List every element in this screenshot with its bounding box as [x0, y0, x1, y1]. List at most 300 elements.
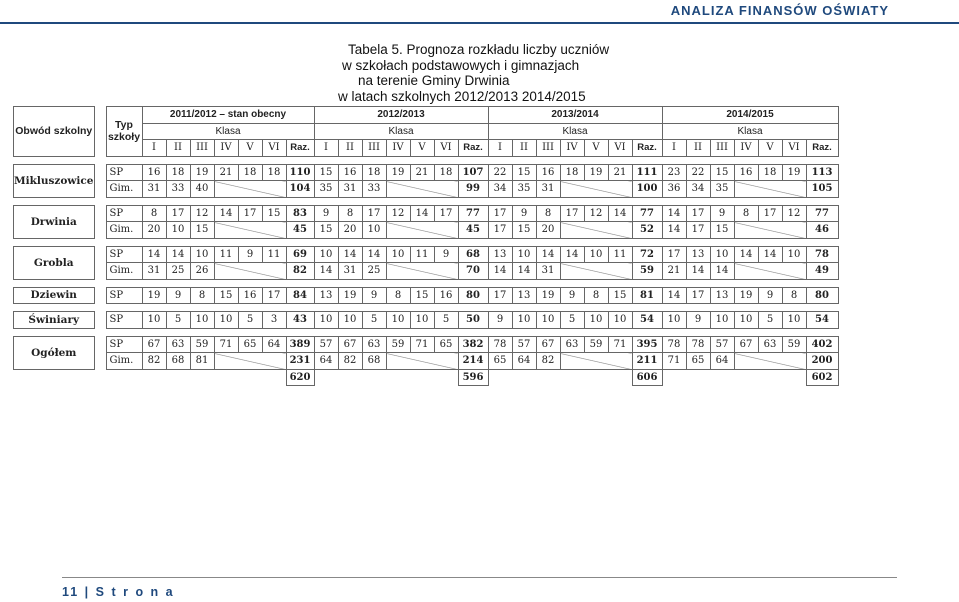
- spacer-cell: [662, 369, 686, 386]
- value-cell: 17: [262, 287, 286, 304]
- typ-sp: SP: [106, 287, 142, 304]
- empty-diagonal-cell: [734, 263, 806, 280]
- grade-header: III: [710, 140, 734, 157]
- value-cell: 25: [166, 263, 190, 280]
- spacer-cell: [686, 369, 710, 386]
- sum-cell: 70: [458, 263, 488, 280]
- value-cell: 15: [710, 222, 734, 239]
- data-row-gim: [14, 181, 839, 198]
- spacer-row: [14, 197, 839, 205]
- sum-cell: 59: [632, 263, 662, 280]
- value-cell: 5: [362, 312, 386, 329]
- value-cell: 33: [362, 181, 386, 198]
- value-cell: 10: [314, 246, 338, 263]
- spacer-cell: [608, 369, 632, 386]
- value-cell: 17: [686, 287, 710, 304]
- value-cell: 13: [314, 287, 338, 304]
- value-cell: 17: [560, 205, 584, 222]
- value-cell: 10: [214, 312, 238, 329]
- table-caption: [338, 42, 628, 104]
- value-cell: 18: [262, 164, 286, 181]
- value-cell: 19: [536, 287, 560, 304]
- caption-line-4: w latach szkolnych 2012/2013 2014/2015: [338, 88, 586, 104]
- obwod-label: Dziewin: [14, 287, 95, 304]
- grade-header-raz: Raz.: [806, 140, 838, 157]
- value-cell: 35: [512, 181, 536, 198]
- empty-diagonal-cell: [386, 263, 458, 280]
- spacer-cell: [410, 369, 434, 386]
- value-cell: 10: [386, 246, 410, 263]
- sum-cell: 110: [286, 164, 314, 181]
- value-cell: 11: [262, 246, 286, 263]
- grade-header-raz: Raz.: [632, 140, 662, 157]
- value-cell: 17: [238, 205, 262, 222]
- sum-cell: 80: [458, 287, 488, 304]
- value-cell: 5: [434, 312, 458, 329]
- value-cell: 18: [434, 164, 458, 181]
- value-cell: 15: [512, 222, 536, 239]
- value-cell: 14: [686, 263, 710, 280]
- obwod-label: Świniary: [14, 312, 95, 329]
- spacer-cell: [782, 369, 806, 386]
- value-cell: 82: [142, 353, 166, 370]
- spacer-cell: [238, 369, 262, 386]
- value-cell: 65: [488, 353, 512, 370]
- value-cell: 17: [758, 205, 782, 222]
- sum-cell: 382: [458, 336, 488, 353]
- sum-cell: 45: [458, 222, 488, 239]
- sum-cell: 77: [806, 205, 838, 222]
- value-cell: 63: [758, 336, 782, 353]
- grade-header: III: [362, 140, 386, 157]
- value-cell: 68: [362, 353, 386, 370]
- grade-header: II: [512, 140, 536, 157]
- value-cell: 21: [608, 164, 632, 181]
- spacer-row: [14, 156, 839, 164]
- grade-header: VI: [434, 140, 458, 157]
- value-cell: 14: [560, 246, 584, 263]
- year-header: 2012/2013: [314, 107, 488, 124]
- value-cell: 26: [190, 263, 214, 280]
- spacer-cell: [386, 369, 410, 386]
- value-cell: 17: [362, 205, 386, 222]
- spacer-cell: [94, 246, 106, 263]
- grade-header: II: [166, 140, 190, 157]
- value-cell: 19: [584, 164, 608, 181]
- value-cell: 16: [536, 164, 560, 181]
- value-cell: 10: [536, 312, 560, 329]
- value-cell: 17: [686, 222, 710, 239]
- value-cell: 31: [142, 263, 166, 280]
- sum-cell: 84: [286, 287, 314, 304]
- year-header: 2014/2015: [662, 107, 838, 124]
- value-cell: 71: [608, 336, 632, 353]
- value-cell: 59: [782, 336, 806, 353]
- value-cell: 59: [584, 336, 608, 353]
- value-cell: 5: [238, 312, 262, 329]
- spacer-cell: [488, 369, 512, 386]
- value-cell: 63: [166, 336, 190, 353]
- value-cell: 14: [710, 263, 734, 280]
- value-cell: 5: [560, 312, 584, 329]
- caption-line-2: w szkołach podstawowych i gimnazjach: [342, 57, 580, 73]
- value-cell: 8: [584, 287, 608, 304]
- spacer-cell: [710, 369, 734, 386]
- footer-rule: [62, 577, 897, 578]
- value-cell: 67: [338, 336, 362, 353]
- grand-total-cell: 602: [806, 369, 838, 386]
- typ-gim: Gim.: [106, 353, 142, 370]
- data-row-sp: [14, 164, 839, 181]
- value-cell: 9: [166, 287, 190, 304]
- value-cell: 63: [362, 336, 386, 353]
- spacer-cell: [560, 369, 584, 386]
- value-cell: 16: [338, 164, 362, 181]
- value-cell: 11: [608, 246, 632, 263]
- value-cell: 10: [338, 312, 362, 329]
- value-cell: 15: [214, 287, 238, 304]
- value-cell: 8: [142, 205, 166, 222]
- value-cell: 14: [536, 246, 560, 263]
- value-cell: 71: [410, 336, 434, 353]
- value-cell: 17: [488, 287, 512, 304]
- data-row-gim: [14, 222, 839, 239]
- spacer-cell: [94, 369, 106, 386]
- spacer-cell: [14, 279, 839, 287]
- value-cell: 12: [190, 205, 214, 222]
- klasa-header: Klasa: [488, 123, 662, 140]
- sum-cell: 81: [632, 287, 662, 304]
- sum-cell: 402: [806, 336, 838, 353]
- value-cell: 9: [314, 205, 338, 222]
- value-cell: 19: [142, 287, 166, 304]
- spacer-row: [14, 279, 839, 287]
- value-cell: 71: [214, 336, 238, 353]
- spacer-cell: [94, 205, 106, 222]
- value-cell: 14: [662, 287, 686, 304]
- value-cell: 40: [190, 181, 214, 198]
- col-typ-header: Typ szkoły: [106, 107, 142, 157]
- typ-sp: SP: [106, 336, 142, 353]
- empty-diagonal-cell: [560, 181, 632, 198]
- value-cell: 18: [560, 164, 584, 181]
- value-cell: 12: [584, 205, 608, 222]
- grade-header: VI: [262, 140, 286, 157]
- value-cell: 59: [190, 336, 214, 353]
- value-cell: 64: [512, 353, 536, 370]
- forecast-table: [13, 106, 839, 386]
- typ-sp: SP: [106, 246, 142, 263]
- spacer-cell: [314, 369, 338, 386]
- spacer-cell: [512, 369, 536, 386]
- value-cell: 68: [166, 353, 190, 370]
- grand-total-cell: 620: [286, 369, 314, 386]
- value-cell: 34: [488, 181, 512, 198]
- grade-header: V: [758, 140, 782, 157]
- value-cell: 9: [686, 312, 710, 329]
- totals-row: [14, 369, 839, 386]
- value-cell: 16: [734, 164, 758, 181]
- empty-diagonal-cell: [386, 181, 458, 198]
- value-cell: 14: [758, 246, 782, 263]
- value-cell: 9: [512, 205, 536, 222]
- spacer-cell: [14, 369, 95, 386]
- value-cell: 64: [314, 353, 338, 370]
- value-cell: 8: [536, 205, 560, 222]
- value-cell: 10: [710, 312, 734, 329]
- value-cell: 14: [214, 205, 238, 222]
- spacer-cell: [338, 369, 362, 386]
- value-cell: 78: [662, 336, 686, 353]
- value-cell: 10: [584, 312, 608, 329]
- value-cell: 17: [434, 205, 458, 222]
- spacer-cell: [94, 353, 106, 370]
- value-cell: 15: [190, 222, 214, 239]
- typ-sp: SP: [106, 164, 142, 181]
- sum-cell: 80: [806, 287, 838, 304]
- value-cell: 10: [190, 312, 214, 329]
- grade-header-raz: Raz.: [458, 140, 488, 157]
- value-cell: 19: [734, 287, 758, 304]
- sum-cell: 83: [286, 205, 314, 222]
- value-cell: 10: [782, 312, 806, 329]
- value-cell: 17: [662, 246, 686, 263]
- value-cell: 20: [536, 222, 560, 239]
- spacer-cell: [734, 369, 758, 386]
- value-cell: 14: [314, 263, 338, 280]
- sum-cell: 54: [806, 312, 838, 329]
- grade-header: IV: [734, 140, 758, 157]
- value-cell: 8: [734, 205, 758, 222]
- value-cell: 21: [410, 164, 434, 181]
- caption-line-3: na terenie Gminy Drwinia: [358, 73, 510, 88]
- value-cell: 21: [662, 263, 686, 280]
- value-cell: 78: [488, 336, 512, 353]
- value-cell: 9: [758, 287, 782, 304]
- obwod-label: Ogółem: [14, 336, 95, 369]
- value-cell: 14: [488, 263, 512, 280]
- value-cell: 14: [142, 246, 166, 263]
- value-cell: 57: [314, 336, 338, 353]
- value-cell: 16: [238, 287, 262, 304]
- value-cell: 15: [608, 287, 632, 304]
- grade-header: I: [488, 140, 512, 157]
- value-cell: 17: [488, 222, 512, 239]
- sum-cell: 105: [806, 181, 838, 198]
- value-cell: 13: [686, 246, 710, 263]
- value-cell: 31: [536, 263, 560, 280]
- value-cell: 65: [686, 353, 710, 370]
- value-cell: 19: [782, 164, 806, 181]
- spacer-cell: [14, 156, 839, 164]
- value-cell: 16: [142, 164, 166, 181]
- sum-cell: 49: [806, 263, 838, 280]
- value-cell: 15: [512, 164, 536, 181]
- grade-header: V: [584, 140, 608, 157]
- obwod-label: Drwinia: [14, 205, 95, 238]
- value-cell: 10: [142, 312, 166, 329]
- value-cell: 82: [338, 353, 362, 370]
- value-cell: 10: [584, 246, 608, 263]
- value-cell: 57: [710, 336, 734, 353]
- value-cell: 57: [512, 336, 536, 353]
- value-cell: 13: [710, 287, 734, 304]
- data-row-sp: [14, 312, 839, 329]
- sum-cell: 68: [458, 246, 488, 263]
- grand-total-cell: 606: [632, 369, 662, 386]
- klasa-header: Klasa: [314, 123, 488, 140]
- value-cell: 18: [362, 164, 386, 181]
- value-cell: 22: [686, 164, 710, 181]
- grade-header: I: [662, 140, 686, 157]
- data-row-gim: [14, 353, 839, 370]
- value-cell: 31: [338, 181, 362, 198]
- value-cell: 71: [662, 353, 686, 370]
- value-cell: 10: [314, 312, 338, 329]
- grade-header: IV: [386, 140, 410, 157]
- value-cell: 81: [190, 353, 214, 370]
- value-cell: 14: [662, 205, 686, 222]
- value-cell: 10: [190, 246, 214, 263]
- value-cell: 67: [734, 336, 758, 353]
- value-cell: 8: [338, 205, 362, 222]
- value-cell: 31: [338, 263, 362, 280]
- spacer-cell: [94, 222, 106, 239]
- spacer-cell: [166, 369, 190, 386]
- spacer-cell: [190, 369, 214, 386]
- value-cell: 8: [782, 287, 806, 304]
- value-cell: 5: [166, 312, 190, 329]
- value-cell: 67: [536, 336, 560, 353]
- typ-sp: SP: [106, 312, 142, 329]
- sum-cell: 200: [806, 353, 838, 370]
- grade-header: IV: [560, 140, 584, 157]
- data-row-sp: [14, 205, 839, 222]
- value-cell: 10: [166, 222, 190, 239]
- spacer-cell: [94, 336, 106, 353]
- grade-header: IV: [214, 140, 238, 157]
- grade-header: V: [410, 140, 434, 157]
- empty-diagonal-cell: [386, 222, 458, 239]
- header-row-years: [14, 107, 839, 124]
- value-cell: 19: [190, 164, 214, 181]
- value-cell: 17: [686, 205, 710, 222]
- spacer-cell: [584, 369, 608, 386]
- typ-gim: Gim.: [106, 181, 142, 198]
- obwod-label: Mikluszowice: [14, 164, 95, 197]
- value-cell: 20: [338, 222, 362, 239]
- spacer-cell: [434, 369, 458, 386]
- value-cell: 18: [238, 164, 262, 181]
- value-cell: 14: [734, 246, 758, 263]
- value-cell: 10: [782, 246, 806, 263]
- value-cell: 10: [386, 312, 410, 329]
- value-cell: 82: [536, 353, 560, 370]
- data-row-sp: [14, 246, 839, 263]
- value-cell: 31: [536, 181, 560, 198]
- spacer-cell: [94, 312, 106, 329]
- value-cell: 13: [488, 246, 512, 263]
- sum-cell: 54: [632, 312, 662, 329]
- sum-cell: 211: [632, 353, 662, 370]
- value-cell: 65: [238, 336, 262, 353]
- spacer-cell: [94, 107, 106, 124]
- spacer-cell: [14, 304, 839, 312]
- data-row-gim: [14, 263, 839, 280]
- typ-sp: SP: [106, 205, 142, 222]
- spacer-cell: [94, 164, 106, 181]
- value-cell: 22: [488, 164, 512, 181]
- grade-header-raz: Raz.: [286, 140, 314, 157]
- value-cell: 15: [710, 164, 734, 181]
- value-cell: 21: [214, 164, 238, 181]
- value-cell: 14: [608, 205, 632, 222]
- typ-gim: Gim.: [106, 222, 142, 239]
- value-cell: 10: [734, 312, 758, 329]
- empty-diagonal-cell: [214, 222, 286, 239]
- grade-header: III: [190, 140, 214, 157]
- typ-gim: Gim.: [106, 263, 142, 280]
- sum-cell: 78: [806, 246, 838, 263]
- sum-cell: 46: [806, 222, 838, 239]
- value-cell: 10: [662, 312, 686, 329]
- value-cell: 9: [238, 246, 262, 263]
- spacer-cell: [94, 140, 106, 157]
- spacer-cell: [14, 238, 839, 246]
- sum-cell: 50: [458, 312, 488, 329]
- value-cell: 35: [314, 181, 338, 198]
- sum-cell: 113: [806, 164, 838, 181]
- grade-header: II: [338, 140, 362, 157]
- spacer-row: [14, 238, 839, 246]
- value-cell: 10: [512, 312, 536, 329]
- value-cell: 16: [434, 287, 458, 304]
- value-cell: 5: [758, 312, 782, 329]
- value-cell: 14: [166, 246, 190, 263]
- sum-cell: 72: [632, 246, 662, 263]
- value-cell: 14: [662, 222, 686, 239]
- value-cell: 12: [782, 205, 806, 222]
- col-obwod-header: Obwód szkolny: [14, 107, 95, 157]
- value-cell: 14: [338, 246, 362, 263]
- value-cell: 19: [338, 287, 362, 304]
- klasa-header: Klasa: [662, 123, 838, 140]
- value-cell: 11: [410, 246, 434, 263]
- value-cell: 64: [710, 353, 734, 370]
- value-cell: 34: [686, 181, 710, 198]
- sum-cell: 77: [632, 205, 662, 222]
- value-cell: 36: [662, 181, 686, 198]
- spacer-cell: [94, 263, 106, 280]
- sum-cell: 395: [632, 336, 662, 353]
- empty-diagonal-cell: [214, 353, 286, 370]
- sum-cell: 100: [632, 181, 662, 198]
- value-cell: 59: [386, 336, 410, 353]
- value-cell: 17: [166, 205, 190, 222]
- spacer-cell: [94, 123, 106, 140]
- year-header: 2013/2014: [488, 107, 662, 124]
- empty-diagonal-cell: [560, 263, 632, 280]
- value-cell: 3: [262, 312, 286, 329]
- spacer-cell: [536, 369, 560, 386]
- empty-diagonal-cell: [214, 263, 286, 280]
- value-cell: 64: [262, 336, 286, 353]
- sum-cell: 99: [458, 181, 488, 198]
- sum-cell: 231: [286, 353, 314, 370]
- value-cell: 12: [386, 205, 410, 222]
- value-cell: 9: [488, 312, 512, 329]
- spacer-cell: [94, 287, 106, 304]
